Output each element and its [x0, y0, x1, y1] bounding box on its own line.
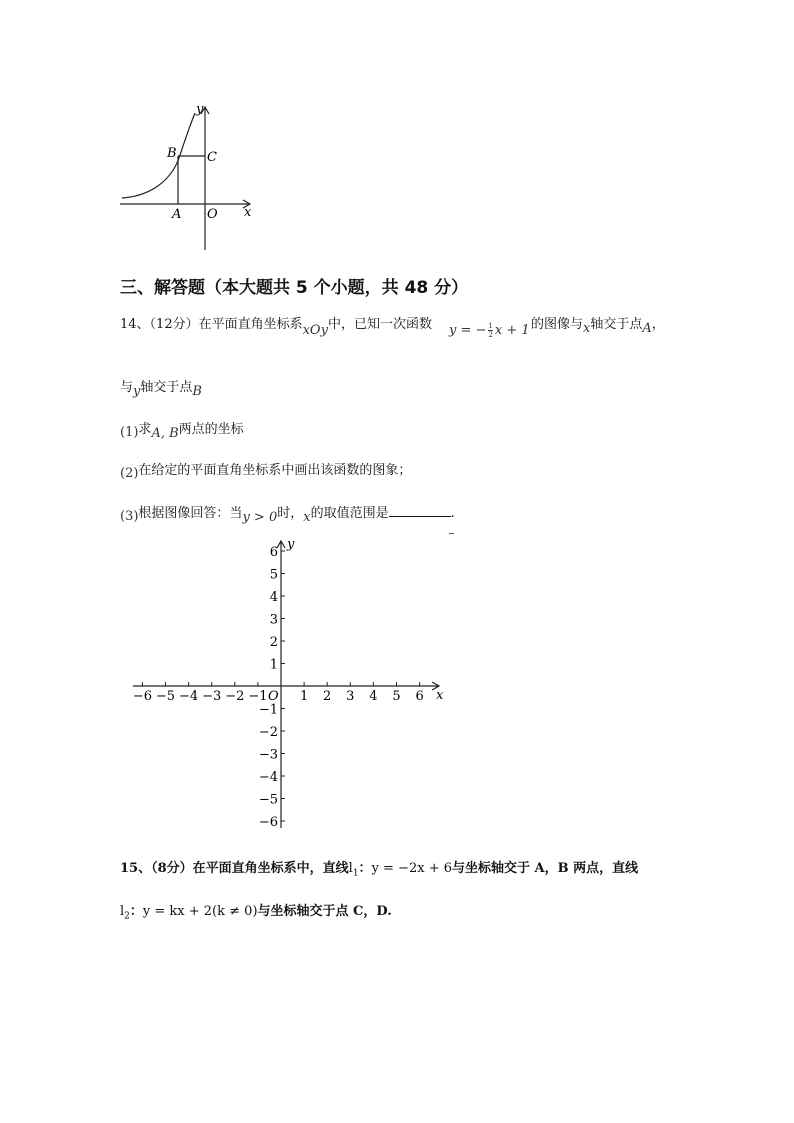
q15-line1	[120, 857, 638, 879]
q14-suffix1: 的图像与	[531, 317, 584, 332]
q15-eq2: y = kx + 2(k ≠ 0)	[142, 904, 258, 919]
q14-function-fraction	[488, 322, 492, 339]
y-tick-label: 1	[269, 657, 278, 673]
q14-part3-end: .	[450, 506, 455, 521]
x-tick-label: −5	[155, 689, 176, 704]
fig1-label-C: C	[207, 150, 217, 165]
x-tick-label: 5	[392, 689, 401, 704]
q14-part3-post: 的取值范围是	[310, 506, 389, 521]
q15-l1-letter: l	[348, 861, 353, 876]
q15-line2	[120, 900, 392, 922]
q14-part1-post: 两点的坐标	[178, 422, 244, 437]
x-tick-label: 4	[369, 689, 378, 704]
fig1-label-y: y	[196, 102, 204, 117]
x-tick-label: −3	[202, 689, 222, 704]
fig1-label-A: A	[172, 207, 182, 222]
q15-l1-sub: 1	[352, 868, 359, 879]
x-tick-label: −1	[248, 689, 268, 704]
q14-part1-num: (1)	[120, 425, 139, 440]
answer-blank[interactable]	[389, 504, 451, 517]
coordinate-grid	[125, 535, 455, 835]
q14-frac-num: 1	[488, 322, 493, 330]
q15-prefix: 15、（8分）在平面直角坐标系中，直线	[120, 861, 349, 876]
x-tick-label: −4	[179, 689, 199, 704]
q14-line2-mid: 轴交于点	[140, 380, 193, 395]
y-tick-label: −4	[258, 770, 278, 785]
x-tick-label: 3	[346, 689, 355, 704]
q14-part3-math: y > 0	[242, 510, 278, 525]
x-tick-label: −6	[132, 689, 152, 704]
y-tick-label: 2	[269, 635, 278, 650]
grid-origin-label: O	[268, 689, 279, 704]
q14-part3	[120, 502, 455, 525]
q14-coord-system: xOy	[302, 323, 328, 338]
q15-l2	[120, 904, 130, 922]
q14-intro-suffix	[531, 313, 665, 336]
q14-mid: 中，已知一次函数	[327, 317, 432, 332]
q14-part1	[120, 418, 244, 441]
fig1-label-O: O	[207, 207, 218, 222]
q14-var-x: x	[583, 321, 591, 336]
y-tick-label: 3	[269, 612, 278, 628]
y-tick-label: −1	[258, 702, 278, 718]
q15-l2-sub: 2	[124, 911, 130, 922]
section-heading: 三、解答题（本大题共 5 个小题，共 48 分）	[120, 278, 469, 298]
q14-part3-pre: 根据图像回答：当	[138, 506, 243, 521]
q14-part3-var: x	[303, 510, 311, 525]
grid-x-label: x	[436, 688, 444, 703]
grid-y-label: y	[287, 537, 295, 552]
fig1-label-B: B	[167, 146, 177, 161]
exponential-figure	[110, 95, 270, 260]
q14-point-A: A	[642, 321, 652, 336]
q14-part3-num: (3)	[120, 509, 139, 524]
q14-intro-end: ，	[651, 317, 665, 332]
stray-dash-mark	[449, 533, 454, 534]
q14-suffix2: 轴交于点	[590, 317, 643, 332]
q14-part2-text: 在给定的平面直角坐标系中画出该函数的图象；	[138, 463, 412, 478]
q14-function-head: y = −	[449, 323, 487, 338]
y-tick-label: −3	[258, 747, 278, 763]
q14-var-y: y	[133, 384, 141, 399]
y-tick-label: 5	[269, 567, 278, 583]
q14-function-formula	[449, 322, 530, 339]
y-tick-label: 4	[269, 590, 278, 605]
q14-point-B: B	[192, 384, 202, 399]
x-tick-label: −2	[225, 689, 245, 704]
q14-frac-den: 2	[488, 331, 493, 339]
x-tick-label: 2	[323, 689, 332, 704]
y-tick-label: −5	[258, 792, 278, 808]
y-tick-label: −2	[258, 725, 278, 740]
q14-part3-mid: 时，	[277, 506, 304, 521]
q14-line2	[120, 376, 202, 399]
q14-intro-line	[120, 313, 432, 338]
q14-part2	[120, 459, 412, 481]
q15-colon2: ：	[129, 904, 143, 919]
q15-line2-suffix: 与坐标轴交于点 C，D.	[257, 904, 392, 919]
q15-colon1: ：	[358, 861, 372, 876]
x-tick-label: 1	[299, 689, 309, 704]
q14-part2-num: (2)	[120, 466, 139, 481]
y-tick-label: −6	[258, 815, 278, 830]
fig1-label-x: x	[244, 205, 252, 220]
q15-l2-letter: l	[120, 904, 125, 919]
q14-prefix: 14、（12分）在平面直角坐标系	[120, 317, 303, 332]
q15-line1-suffix: 与坐标轴交于 A，B 两点，直线	[452, 861, 639, 876]
q14-part1-pre: 求	[138, 422, 152, 437]
y-tick-label: 6	[269, 545, 278, 560]
q14-line2-prefix: 与	[120, 380, 134, 395]
q14-part1-math: A, B	[151, 426, 179, 441]
x-tick-label: 6	[415, 689, 424, 704]
q15-l1	[348, 861, 359, 879]
q15-eq1: y = −2x + 6	[371, 861, 452, 876]
q14-function-tail: x + 1	[494, 323, 530, 338]
